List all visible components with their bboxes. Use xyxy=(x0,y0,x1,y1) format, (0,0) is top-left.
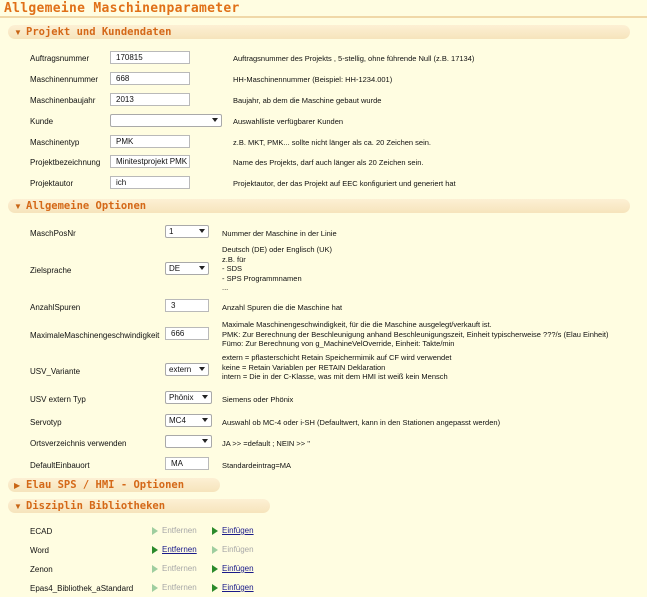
remove-word-button[interactable] xyxy=(152,545,197,554)
kunde-select[interactable] xyxy=(110,114,222,127)
play-arrow-icon xyxy=(152,546,158,554)
field-desc xyxy=(222,320,608,349)
field-desc: Name des Projekts, darf auch länger als 20 Zeichen sein. xyxy=(233,158,424,167)
auftragsnummer-input[interactable]: 170815 xyxy=(110,51,190,64)
desc-line: Deutsch (DE) oder Englisch (UK) xyxy=(222,245,333,254)
usv-variante-select[interactable] xyxy=(165,363,209,376)
library-name: Epas4_Bibliothek_aStandard xyxy=(30,584,134,593)
action-label: Einfügen xyxy=(222,545,254,554)
section-title: Allgemeine Optionen xyxy=(26,200,147,212)
library-name: Zenon xyxy=(30,565,53,574)
chevron-down-icon xyxy=(199,229,205,233)
field-label-maxgeschwindigkeit: MaximaleMaschinengeschwindigkeit xyxy=(30,331,160,340)
collapse-arrow-icon: ▼ xyxy=(14,28,22,37)
select-value: 1 xyxy=(169,227,174,236)
chevron-down-icon xyxy=(212,118,218,122)
select-value: DE xyxy=(169,264,181,273)
section-title: Projekt und Kundendaten xyxy=(26,26,172,38)
field-label-servotyp: Servotyp xyxy=(30,418,62,427)
desc-line: - SPS Programmnamen xyxy=(222,273,302,283)
maschinentyp-input[interactable]: PMK xyxy=(110,135,190,148)
field-label-maschinennummer: Maschinennummer xyxy=(30,75,99,84)
add-zenon-button[interactable] xyxy=(212,564,254,573)
defaulteinbauort-input[interactable]: MA xyxy=(165,457,209,470)
desc-line: intern = Die in der C-Klasse, was mit dem HMI ist weiß kein Mensch xyxy=(222,372,448,381)
desc-line: Maximale Maschinengeschwindigkeit, für die die Maschine ausgelegt/verkauft ist. xyxy=(222,320,492,329)
section-disziplin-header[interactable] xyxy=(8,499,270,513)
field-desc: z.B. MKT, PMK... sollte nicht länger als ca. 20 Zeichen sein. xyxy=(233,138,432,147)
maschinennummer-input[interactable]: 668 xyxy=(110,72,190,85)
collapse-arrow-icon: ▼ xyxy=(14,502,22,511)
section-projekt-header[interactable] xyxy=(8,25,630,39)
play-arrow-icon xyxy=(212,546,218,554)
desc-line: - SDS xyxy=(222,264,243,273)
field-desc: Nummer der Maschine in der Linie xyxy=(222,229,337,238)
desc-line: z.B. für xyxy=(222,254,246,264)
field-label-projektautor: Projektautor xyxy=(30,179,74,188)
action-label: Entfernen xyxy=(162,545,197,554)
add-word-button[interactable] xyxy=(212,545,254,554)
play-arrow-icon xyxy=(212,584,218,592)
chevron-down-icon xyxy=(199,367,205,371)
field-label-anzahlspuren: AnzahlSpuren xyxy=(30,303,81,312)
field-label-ortsverzeichnis: Ortsverzeichnis verwenden xyxy=(30,439,127,448)
maschposnr-select[interactable] xyxy=(165,225,209,238)
expand-arrow-icon: ▶ xyxy=(14,481,21,490)
zielsprache-select[interactable] xyxy=(165,262,209,275)
field-label-projektbezeichnung: Projektbezeichnung xyxy=(30,158,101,167)
play-arrow-icon xyxy=(212,527,218,535)
page-title: Allgemeine Maschinenparameter xyxy=(4,1,240,16)
field-desc: Standardeintrag=MA xyxy=(222,461,292,470)
projektbezeichnung-input[interactable]: Minitestprojekt PMK xyxy=(110,155,190,168)
title-divider xyxy=(0,16,647,18)
maxgeschwindigkeit-input[interactable]: 666 xyxy=(165,327,209,340)
desc-line: PMK: Zur Berechnung der Beschleunigung anhand Beschleunigungszeit, Einheit typischerweise ???/s (Elau Einheit) xyxy=(222,329,609,339)
ortsverzeichnis-select[interactable] xyxy=(165,435,212,448)
field-label-usv-variante: USV_Variante xyxy=(30,367,81,376)
field-desc xyxy=(222,245,332,293)
play-arrow-icon xyxy=(152,565,158,573)
action-label: Einfügen xyxy=(222,583,254,592)
play-arrow-icon xyxy=(152,584,158,592)
desc-line: ... xyxy=(222,283,229,292)
field-desc: JA >> =default ; NEIN >> '' xyxy=(222,439,311,448)
anzahlspuren-input[interactable]: 3 xyxy=(165,299,209,312)
select-value: extern xyxy=(169,365,192,374)
section-optionen-header[interactable] xyxy=(8,199,630,213)
servotyp-select[interactable] xyxy=(165,414,212,427)
action-label: Entfernen xyxy=(162,583,197,592)
desc-line: extern = pflasterschicht Retain Speichermimik auf CF wird verwendet xyxy=(222,353,452,362)
field-desc: HH-Maschinennummer (Beispiel: HH-1234.001) xyxy=(233,75,393,84)
remove-zenon-button[interactable] xyxy=(152,564,197,573)
field-desc: Auswahl ob MC-4 oder i-SH (Defaultwert, kann in den Stationen angepasst werden) xyxy=(222,418,501,427)
field-desc: Projektautor, der das Projekt auf EEC konfiguriert und generiert hat xyxy=(233,179,456,188)
section-title: Elau SPS / HMI - Optionen xyxy=(26,479,185,491)
field-label-maschinenbaujahr: Maschinenbaujahr xyxy=(30,96,96,105)
section-elau-header[interactable] xyxy=(8,478,220,492)
field-desc: Auftragsnummer des Projekts , 5-stellig, ohne führende Null (z.B. 17134) xyxy=(233,54,475,63)
field-desc: Auswahlliste verfügbarer Kunden xyxy=(233,117,344,126)
field-label-defaulteinbauort: DefaultEinbauort xyxy=(30,461,90,470)
field-label-maschposnr: MaschPosNr xyxy=(30,229,76,238)
field-desc xyxy=(222,353,451,382)
remove-ecad-button[interactable] xyxy=(152,526,197,535)
field-label-zielsprache: Zielsprache xyxy=(30,266,72,275)
chevron-down-icon xyxy=(202,395,208,399)
field-label-kunde: Kunde xyxy=(30,117,54,126)
remove-epas4-button[interactable] xyxy=(152,583,197,592)
desc-line: keine = Retain Variablen per RETAIN Deklaration xyxy=(222,362,386,372)
library-name: Word xyxy=(30,546,49,555)
field-label-usv-extern-typ: USV extern Typ xyxy=(30,395,86,404)
desc-line: Fümo: Zur Berechnung von g_MachineVelOverride, Einheit: Takte/min xyxy=(222,339,455,348)
chevron-down-icon xyxy=(202,418,208,422)
action-label: Entfernen xyxy=(162,564,197,573)
field-desc: Baujahr, ab dem die Maschine gebaut wurde xyxy=(233,96,382,105)
select-value: MC4 xyxy=(169,416,186,425)
select-value: Phönix xyxy=(169,393,194,402)
field-label-auftragsnummer: Auftragsnummer xyxy=(30,54,90,63)
add-ecad-button[interactable] xyxy=(212,526,254,535)
action-label: Einfügen xyxy=(222,526,254,535)
play-arrow-icon xyxy=(212,565,218,573)
chevron-down-icon xyxy=(199,266,205,270)
field-desc: Anzahl Spuren die die Maschine hat xyxy=(222,303,343,312)
section-title: Disziplin Bibliotheken xyxy=(26,500,166,512)
chevron-down-icon xyxy=(202,439,208,443)
projektautor-input[interactable]: ich xyxy=(110,176,190,189)
field-label-maschinentyp: Maschinentyp xyxy=(30,138,80,147)
play-arrow-icon xyxy=(152,527,158,535)
maschinenbaujahr-input[interactable]: 2013 xyxy=(110,93,190,106)
library-name: ECAD xyxy=(30,527,53,536)
action-label: Einfügen xyxy=(222,564,254,573)
usv-extern-typ-select[interactable] xyxy=(165,391,212,404)
add-epas4-button[interactable] xyxy=(212,583,254,592)
field-desc: Siemens oder Phönix xyxy=(222,395,294,404)
action-label: Entfernen xyxy=(162,526,197,535)
collapse-arrow-icon: ▼ xyxy=(14,202,22,211)
